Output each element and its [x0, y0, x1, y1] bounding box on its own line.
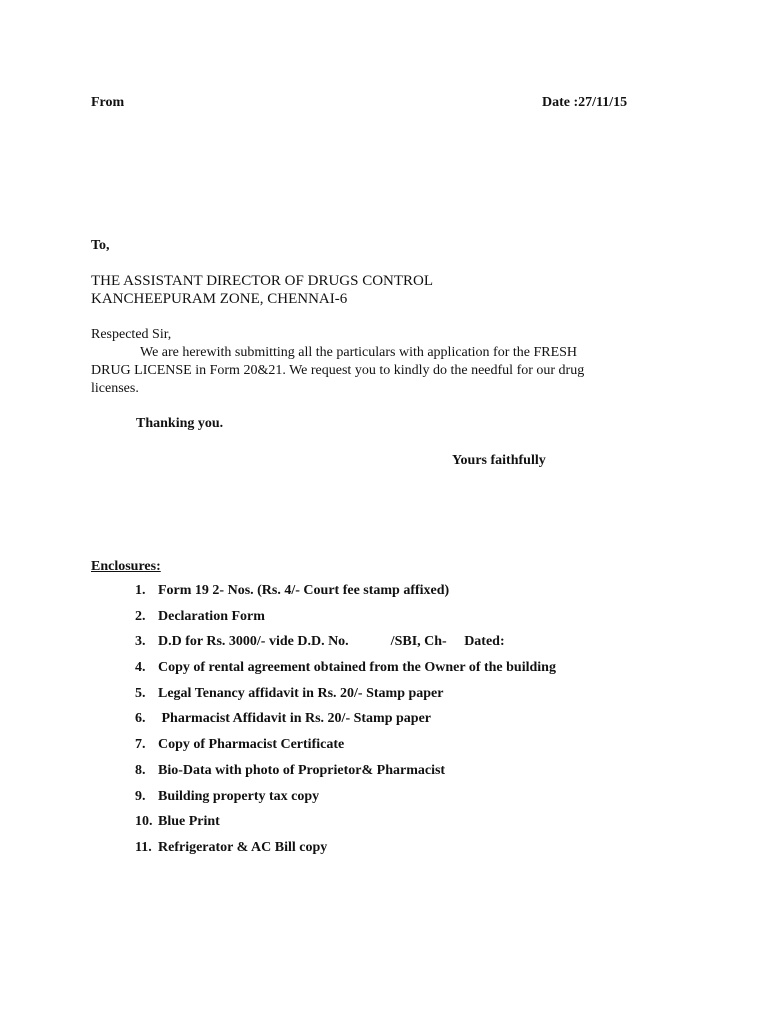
list-item-number: 8. [135, 762, 146, 778]
list-item-text: D.D for Rs. 3000/- vide D.D. No. /SBI, Ch- Dated: [158, 634, 505, 650]
list-item-text: Bio-Data with photo of Proprietor& Pharmacist [158, 762, 446, 778]
list-item-number: 3. [135, 634, 146, 650]
thanks-text: Thanking you. [136, 416, 224, 431]
recipient-line-2: KANCHEEPURAM ZONE, CHENNAI-6 [91, 291, 348, 307]
list-item-text: Form 19 2- Nos. (Rs. 4/- Court fee stamp affixed) [158, 583, 450, 598]
list-item-number: 2. [135, 608, 146, 624]
list-item-text: Legal Tenancy affidavit in Rs. 20/- Stamp paper [158, 685, 444, 701]
date-label: Date :27/11/15 [542, 95, 628, 110]
list-item [135, 685, 556, 711]
list-item-text: Copy of Pharmacist Certificate [158, 737, 345, 753]
enclosures-heading: Enclosures: [91, 559, 161, 574]
body-line-3: licenses. [91, 381, 139, 396]
list-item-number: 9. [135, 788, 146, 804]
list-item-number: 7. [135, 737, 146, 753]
list-item-number: 10. [135, 814, 153, 830]
list-item-text: Copy of rental agreement obtained from the Owner of the building [158, 660, 556, 676]
body-line-2: DRUG LICENSE in Form 20&21. We request you to kindly do the needful for our drug [91, 363, 585, 378]
list-item [135, 710, 556, 736]
list-item-text: Pharmacist Affidavit in Rs. 20/- Stamp paper [158, 711, 431, 727]
from-label: From [91, 95, 125, 110]
list-item-text: Building property tax copy [158, 788, 320, 804]
to-label: To, [91, 238, 110, 253]
list-item-number: 4. [135, 660, 146, 676]
salutation: Respected Sir, [91, 327, 172, 342]
list-item [135, 633, 556, 659]
list-item [135, 659, 556, 685]
body-paragraph [91, 344, 671, 398]
list-item [135, 736, 556, 762]
body-line-1: We are herewith submitting all the particulars with application for the FRESH [140, 345, 578, 360]
list-item-text: Blue Print [158, 814, 220, 830]
recipient-line-1: THE ASSISTANT DIRECTOR OF DRUGS CONTROL [91, 273, 434, 289]
list-item-number: 6. [135, 711, 146, 727]
list-item-number: 11. [135, 839, 152, 855]
closing-text: Yours faithfully [452, 453, 546, 468]
list-item [135, 608, 556, 634]
list-item [135, 813, 556, 839]
list-item-text: Declaration Form [158, 608, 265, 624]
list-item-number: 5. [135, 685, 146, 701]
enclosures-list [135, 582, 556, 865]
list-item [135, 788, 556, 814]
list-item [135, 762, 556, 788]
list-item [135, 582, 556, 608]
list-item [135, 839, 556, 865]
list-item-text: Refrigerator & AC Bill copy [158, 839, 328, 855]
list-item-number: 1. [135, 583, 146, 598]
